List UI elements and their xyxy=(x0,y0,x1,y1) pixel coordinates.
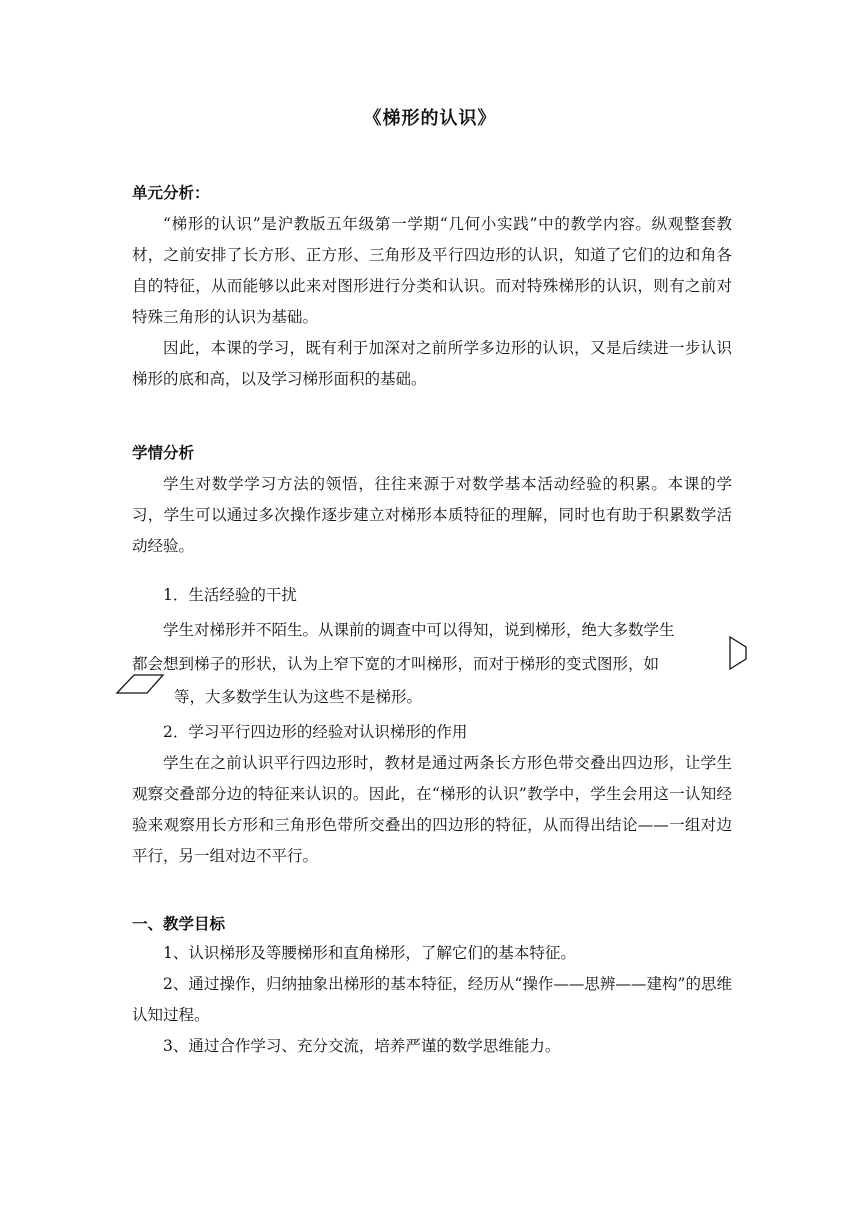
page-title: 《梯形的认识》 xyxy=(363,108,497,129)
objective-1: 1、认识梯形及等腰梯形和直角梯形，了解它们的基本特征。 xyxy=(163,944,576,962)
unit-analysis-body xyxy=(132,209,732,395)
item2-body xyxy=(132,748,732,872)
parallelogram-trapezoid-icon xyxy=(114,672,166,696)
student-analysis-paragraph-1: 学生对数学学习方法的领悟，往往来源于对数学基本活动经验的积累。本课的学习，学生可以通过多次操作逐步建立对梯形本质特征的理解，同时也有助于积累数学活动经验。 xyxy=(132,475,732,555)
objectives-body xyxy=(132,938,732,1062)
item2-paragraph: 学生在之前认识平行四边形时，教材是通过两条长方形色带交叠出四边形，让学生观察交叠部分边的特征来认识的。因此，在“梯形的认识”教学中，学生会用这一认知经验来观察用长方形和三角形色带所交叠出的四边形的特征，从而得出结论——一组对边平行，另一组对边不平行。 xyxy=(132,754,732,865)
objective-3: 3、通过合作学习、充分交流，培养严谨的数学思维能力。 xyxy=(163,1037,561,1055)
item2-title: 2．学习平行四边形的经验对认识梯形的作用 xyxy=(163,723,468,741)
unit-analysis-paragraph-1: “梯形的认识”是沪教版五年级第一学期“几何小实践”中的教学内容。纵观整套教材，之前安排了长方形、正方形、三角形及平行四边形的认识，知道了它们的边和角各自的特征，从而能够以此来对图形进行分类和认识。而对特殊梯形的认识，则有之前对特殊三角形的认识为基础。 xyxy=(132,215,732,326)
student-analysis-body xyxy=(132,469,732,562)
student-analysis-heading: 学情分析 xyxy=(132,444,195,462)
unit-analysis-paragraph-2: 因此，本课的学习，既有利于加深对之前所学多边形的认识，又是后续进一步认识梯形的底和高，以及学习梯形面积的基础。 xyxy=(132,339,732,388)
item1-line-2: 都会想到梯子的形状，认为上窄下宽的才叫梯形，而对于梯形的变式图形，如 xyxy=(132,655,660,673)
item1-line-1: 学生对梯形并不陌生。从课前的调查中可以得知，说到梯形，绝大多数学生 xyxy=(163,621,675,639)
objectives-heading: 一、教学目标 xyxy=(132,915,226,933)
objective-2: 2、通过操作，归纳抽象出梯形的基本特征，经历从“操作——思辨——建构”的思维认知过程。 xyxy=(132,975,732,1024)
item1-title: 1．生活经验的干扰 xyxy=(163,586,297,604)
item1-line-3: 等，大多数学生认为这些不是梯形。 xyxy=(174,688,423,706)
unit-analysis-heading: 单元分析： xyxy=(132,184,210,202)
right-trapezoid-icon xyxy=(726,635,750,671)
